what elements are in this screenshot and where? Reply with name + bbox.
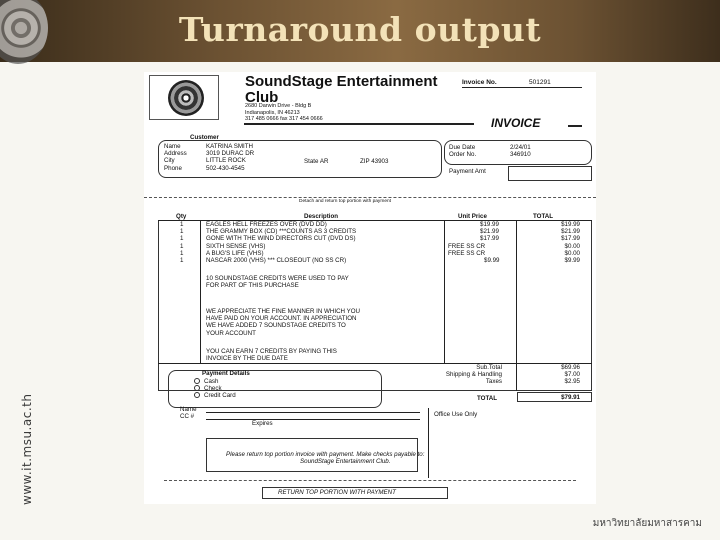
- table-cell-qty: 1: [180, 249, 184, 257]
- payment-option-check[interactable]: [194, 385, 236, 392]
- return-note-line1: Please return top portion invoice with payment. Make checks payable to:: [226, 451, 425, 458]
- column-header-qty: Qty: [176, 213, 187, 220]
- payment-option-cash[interactable]: [194, 378, 236, 385]
- detach-instruction: Detach and return top portion with payment: [299, 199, 391, 204]
- payment-details-heading: Payment Details: [202, 370, 250, 377]
- payment-expires-label: Expires: [252, 420, 273, 427]
- totals-value: $2.95: [564, 378, 580, 386]
- invoice-number-label: Invoice No.: [462, 79, 497, 86]
- address-line: 2680 Darwin Drive - Bldg B: [245, 103, 312, 109]
- message-credits-used: [206, 275, 349, 289]
- table-cell-qty: 1: [180, 242, 184, 250]
- footer-university-name: มหาวิทยาลัยมหาสารคาม: [592, 518, 702, 529]
- totals-value: $69.96: [561, 364, 580, 371]
- message-line: YOUR ACCOUNT: [206, 329, 256, 337]
- column-header-unit-price: Unit Price: [458, 213, 487, 220]
- slide-title: Turnaround output: [178, 10, 542, 49]
- column-header-total: TOTAL: [533, 213, 554, 220]
- totals-value: $7.00: [564, 371, 580, 379]
- table-cell-description: EAGLES HELL FREEZES OVER (DVD DD): [206, 221, 327, 228]
- table-cell-description: SIXTH SENSE (VHS): [206, 242, 266, 250]
- qty-column: [180, 221, 183, 264]
- payment-options: [194, 378, 236, 400]
- company-name: [245, 74, 438, 106]
- totals-label: Shipping & Handling: [445, 371, 502, 379]
- customer-value: 3019 DURAC DR: [206, 150, 255, 158]
- company-logo: [149, 75, 219, 120]
- totals-rule: [158, 363, 592, 364]
- customer-label: Phone: [164, 164, 182, 172]
- radio-icon: [194, 392, 200, 398]
- message-line: FOR PART OF THIS PURCHASE: [206, 282, 299, 290]
- due-value: 346910: [510, 151, 531, 159]
- message-line: 10 SOUNDSTAGE CREDITS WERE USED TO PAY: [206, 275, 349, 282]
- customer-value: KATRINA SMITH: [206, 143, 253, 150]
- customer-labels: [164, 143, 187, 172]
- payment-cc-label: CC #: [180, 413, 195, 420]
- return-note-line2: SoundStage Entertainment Club.: [300, 458, 391, 465]
- radio-icon: [194, 378, 200, 384]
- totals-label: Sub.Total: [476, 364, 502, 371]
- company-name-line2: Club: [245, 89, 279, 106]
- table-column-rule: [444, 221, 445, 363]
- totals-label: Taxes: [485, 378, 502, 386]
- grand-total-value: $79.91: [561, 394, 580, 401]
- table-cell-qty: 1: [180, 235, 184, 243]
- customer-heading: Customer: [190, 134, 219, 141]
- message-line: WE APPRECIATE THE FINE MANNER IN WHICH YOU: [206, 308, 361, 315]
- invoice-heading: INVOICE: [491, 116, 541, 130]
- message-line: INVOICE BY THE DUE DATE: [206, 355, 288, 363]
- table-cell-unit-price: $19.99: [480, 221, 499, 228]
- return-footer-text: RETURN TOP PORTION WITH PAYMENT: [278, 489, 396, 496]
- invoice-document: [144, 72, 596, 504]
- customer-value: 502-430-4545: [206, 164, 245, 172]
- table-cell-total: $17.99: [561, 235, 580, 243]
- film-reel-icon: [168, 80, 204, 116]
- office-use-rule: [428, 408, 429, 478]
- table-cell-unit-price: FREE SS CR: [448, 242, 486, 250]
- table-cell-qty: 1: [180, 228, 184, 236]
- due-value: 2/24/01: [510, 144, 531, 151]
- address-line: Indianapolis, IN 46213: [245, 109, 300, 116]
- invoice-number-value: 501291: [529, 79, 551, 86]
- payment-option-credit-card[interactable]: [194, 392, 236, 399]
- table-cell-total: $0.00: [564, 249, 580, 257]
- total-column: [528, 221, 580, 264]
- table-cell-description: GONE WITH THE WIND DIRECTORS CUT (DVD DS): [206, 235, 356, 243]
- divider: [244, 123, 474, 125]
- customer-label: City: [164, 157, 175, 165]
- table-cell-unit-price: $17.99: [480, 235, 499, 243]
- table-cell-qty: 1: [180, 221, 184, 228]
- payment-option-label: Cash: [204, 378, 219, 385]
- due-label: Due Date: [449, 144, 476, 151]
- table-cell-total: $21.99: [561, 228, 580, 236]
- table-cell-unit-price: $9.99: [484, 257, 500, 265]
- unit-price-column: [448, 221, 499, 264]
- table-cell-unit-price: $21.99: [480, 228, 499, 236]
- name-underline: [206, 412, 420, 413]
- message-appreciation: [206, 308, 360, 337]
- message-line: YOU CAN EARN 7 CREDITS BY PAYING THIS: [206, 348, 337, 355]
- payment-name-label: Name: [180, 406, 197, 413]
- divider: [568, 125, 582, 127]
- payment-amount-label: Payment Amt: [449, 168, 486, 175]
- table-cell-qty: 1: [180, 257, 184, 265]
- payment-option-label: Credit Card: [204, 392, 236, 400]
- table-cell-description: A BUG'S LIFE (VHS): [206, 249, 264, 257]
- table-column-rule: [200, 221, 201, 363]
- customer-box: [158, 140, 442, 178]
- description-column: [206, 221, 356, 264]
- customer-values: [206, 143, 254, 172]
- side-url-text: www.it.msu.ac.th: [20, 393, 34, 505]
- cc-underline: [206, 419, 420, 420]
- column-header-description: Description: [304, 213, 339, 220]
- totals-labels: [402, 364, 502, 386]
- table-cell-description: THE GRAMMY BOX (CD) ***COUNTS AS 3 CREDITS: [206, 228, 357, 236]
- customer-label: Name: [164, 143, 181, 150]
- customer-value: LITTLE ROCK: [206, 157, 246, 165]
- table-cell-description: NASCAR 2000 (VHS) *** CLOSEOUT (NO SS CR): [206, 257, 347, 265]
- payment-amount-box: [508, 166, 592, 181]
- table-cell-total: $0.00: [564, 242, 580, 250]
- due-values: [510, 144, 531, 158]
- address-line: 317 485 0666 fax 317 454 0666: [245, 116, 323, 123]
- detach-line: [144, 197, 596, 198]
- company-address: [245, 103, 323, 123]
- message-line: WE HAVE ADDED 7 SOUNDSTAGE CREDITS TO: [206, 322, 346, 330]
- message-earn-credits: [206, 348, 337, 362]
- table-cell-unit-price: FREE SS CR: [448, 249, 486, 257]
- due-label: Order No.: [449, 151, 477, 159]
- company-name-line1: SoundStage Entertainment: [245, 73, 438, 90]
- totals-values: [528, 364, 580, 386]
- due-labels: [449, 144, 476, 158]
- customer-state: State AR: [304, 157, 329, 165]
- office-use-label: Office Use Only: [434, 411, 478, 418]
- message-line: HAVE PAID ON YOUR ACCOUNT. IN APPRECIATION: [206, 315, 357, 323]
- customer-label: Address: [164, 150, 187, 158]
- grand-total-label: TOTAL: [477, 395, 498, 402]
- table-column-rule: [516, 221, 517, 391]
- table-cell-total: $9.99: [564, 257, 580, 265]
- bottom-detach-line: [164, 480, 576, 481]
- table-cell-total: $19.99: [561, 221, 580, 228]
- payment-option-label: Check: [204, 385, 222, 393]
- customer-zip: ZIP 43903: [360, 157, 389, 165]
- radio-icon: [194, 385, 200, 391]
- divider: [462, 87, 582, 88]
